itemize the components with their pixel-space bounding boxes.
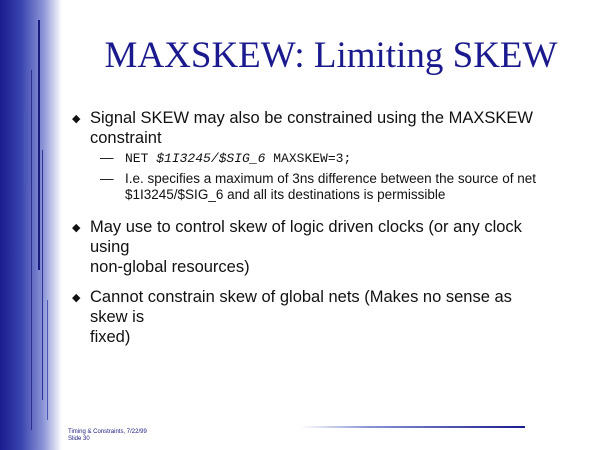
dash-icon: — (100, 171, 114, 186)
bullet-diamond-icon: ◆ (72, 113, 81, 125)
sub-bullet-text: I.e. specifies a maximum of 3ns difference between the source of net (125, 171, 536, 186)
sub-bullet-text: $1I3245/$SIG_6 and all its destinations is permissible (125, 187, 446, 202)
band-line (42, 150, 43, 400)
bullet-text: constraint (90, 129, 162, 147)
band-line (47, 300, 48, 420)
bullet-diamond-icon: ◆ (72, 292, 81, 304)
decorative-side-band (0, 0, 62, 450)
code-suffix: MAXSKEW=3; (265, 151, 352, 166)
slide-number: Slide 30 (68, 436, 90, 442)
code-net-name: $1I3245/$SIG_6 (156, 151, 266, 166)
bullet-item (72, 217, 542, 277)
sub-bullet-item (72, 150, 542, 167)
bullet-text: Cannot constrain skew of global nets (Makes no sense as skew is (90, 288, 512, 326)
sub-bullet-item (72, 171, 542, 203)
band-line (24, 110, 25, 190)
footer-divider (300, 426, 525, 428)
code-text (125, 151, 351, 166)
bullet-diamond-icon: ◆ (72, 222, 81, 234)
slide-content (72, 108, 542, 347)
bullet-text: non-global resources) (90, 258, 250, 276)
footer-caption: Timing & Constraints, 7/22/99 (68, 429, 147, 435)
bullet-text: Signal SKEW may also be constrained using the MAXSKEW (90, 109, 533, 127)
slide-footer (68, 429, 147, 443)
band-line (38, 20, 40, 270)
bullet-item (72, 108, 542, 148)
bullet-item (72, 287, 542, 347)
dash-icon: — (100, 150, 114, 165)
bullet-text: May use to control skew of logic driven clocks (or any clock using (90, 218, 522, 256)
slide-title: MAXSKEW: Limiting SKEW (104, 35, 558, 76)
bullet-text: fixed) (90, 328, 131, 346)
code-prefix: NET (125, 151, 157, 166)
band-line (31, 70, 32, 430)
